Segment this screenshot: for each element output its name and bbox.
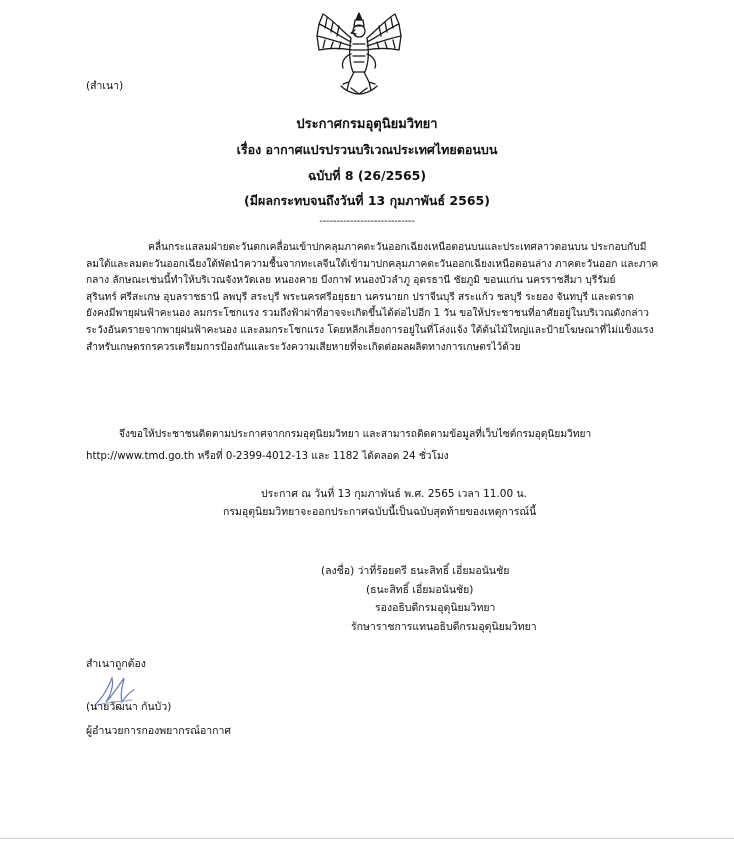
body-paragraph-1 — [86, 240, 666, 356]
signatory-position: รองอธิบดีกรมอุตุนิยมวิทยา — [375, 602, 496, 614]
paragraph-line: กลาง ลักษณะเช่นนี้ทำให้บริเวณจังหวัดเลย หนองคาย บึงกาฬ หนองบัวลำภู อุดรธานี ชัยภูมิ ขอนแก่น นครราชสีมา บุรีรัมย์ — [86, 275, 616, 287]
announce-final-notice: กรมอุตุนิยมวิทยาจะออกประกาศฉบับนี้เป็นฉบับสุดท้ายของเหตุการณ์นี้ — [223, 506, 537, 518]
paragraph-line: ยังคงมีพายุฝนฟ้าคะนอง ลมกระโชกแรง รวมถึงฟ้าผ่าที่อาจจะเกิดขึ้นได้ต่อไปอีก 1 วัน ขอให้ประชาชนที่อาศัยอยู่ในบริเวณดังกล่าว — [86, 308, 649, 320]
bottom-divider — [0, 838, 734, 839]
paragraph-line: สุรินทร์ ศรีสะเกษ อุบลราชธานี ลพบุรี สระบุรี พระนครศรีอยุธยา นครนายก ปราจีนบุรี สระแก้ว ชลบุรี ระยอง จันทบุรี และตราด — [86, 291, 634, 303]
certifier-position: ผู้อำนวยการกองพยากรณ์อากาศ — [86, 725, 232, 737]
issue-number: ฉบับที่ 8 (26/2565) — [307, 168, 427, 183]
signatory-signed: (ลงชื่อ) ว่าที่ร้อยตรี ธนะสิทธิ์ เอี่ยมอนันชัย — [321, 565, 510, 577]
certified-copy-label: สำเนาถูกต้อง — [86, 658, 146, 670]
paragraph-line: สำหรับเกษตรกรควรเตรียมการป้องกันและระวังความเสียหายที่จะเกิดต่อผลผลิตทางการเกษตรไว้ด้วย — [86, 341, 521, 353]
announcement-title: ประกาศกรมอุตุนิยมวิทยา — [296, 117, 438, 132]
effective-period: (มีผลกระทบจนถึงวันที่ 13 กุมภาพันธ์ 2565) — [244, 193, 490, 208]
paragraph-line: คลื่นกระแสลมฝ่ายตะวันตกเคลื่อนเข้าปกคลุมภาคตะวันออกเฉียงเหนือตอนบนและประเทศลาวตอนบน ประกอบกับมี — [148, 242, 647, 253]
body-paragraph-2 — [86, 424, 666, 468]
certifier-name: (นายวัฒนา กันบัว) — [86, 701, 172, 713]
garuda-emblem-icon — [311, 10, 407, 96]
signatory-acting: รักษาราชการแทนอธิบดีกรมอุตุนิยมวิทยา — [351, 621, 537, 633]
paragraph-line: http://www.tmd.go.th หรือที่ 0-2399-4012-13 และ 1182 ได้ตลอด 24 ชั่วโมง — [86, 451, 449, 462]
announce-date: ประกาศ ณ วันที่ 13 กุมภาพันธ์ พ.ศ. 2565 เวลา 11.00 น. — [261, 488, 527, 500]
signatory-name: (ธนะสิทธิ์ เอี่ยมอนันชัย) — [366, 584, 474, 596]
separator-dashes: ---------------------------- — [319, 216, 415, 227]
paragraph-line: ระวังอันตรายจากพายุฝนฟ้าคะนอง และลมกระโชกแรง โดยหลีกเลี่ยงการอยู่ในที่โล่งแจ้ง ใต้ต้นไม้ใหญ่และป้ายโฆษณาที่ไม่แข็งแรง — [86, 324, 654, 336]
paragraph-line: จึงขอให้ประชาชนติดตามประกาศจากกรมอุตุนิยมวิทยา และสามารถติดตามข้อมูลที่เว็บไซต์กรมอุตุนิยมวิทยา — [119, 429, 592, 440]
announcement-subject: เรื่อง อากาศแปรปรวนบริเวณประเทศไทยตอนบน — [236, 142, 498, 157]
paragraph-line: ลมใต้และลมตะวันออกเฉียงใต้พัดนำความชื้นจากทะเลจีนใต้เข้ามาปกคลุมภาคตะวันออกเฉียงเหนือตอนล่าง ภาคตะวันออก และภาค — [86, 258, 659, 270]
copy-mark: (สำเนา) — [86, 80, 124, 92]
